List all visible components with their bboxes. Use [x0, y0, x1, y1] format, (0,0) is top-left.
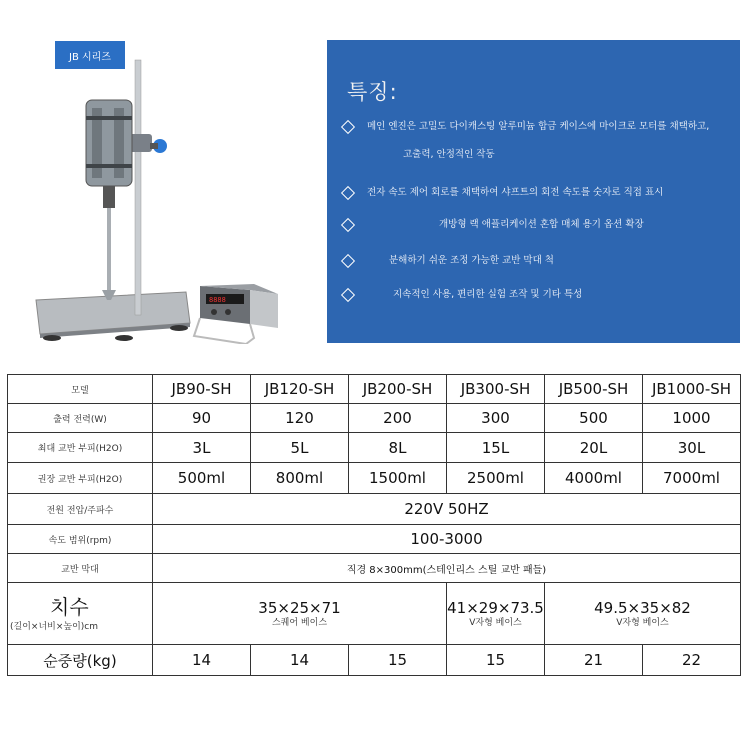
- power-cell: 90: [153, 404, 251, 433]
- dimensions-cell: [153, 583, 447, 645]
- model-label: 모델: [8, 375, 153, 404]
- diamond-bullet-icon: [341, 119, 355, 133]
- dimensions-unit: (길이×너비×높이)cm: [10, 622, 98, 632]
- feature-item-5: [343, 286, 582, 300]
- max-volume-cell: 20L: [545, 433, 643, 463]
- table-row-weight: [8, 645, 741, 676]
- dimensions-cell: [447, 583, 545, 645]
- model-cell: JB90-SH: [153, 375, 251, 404]
- dimension-size: 35×25×71: [258, 598, 341, 617]
- max-volume-cell: 3L: [153, 433, 251, 463]
- table-row-speed: [8, 525, 741, 554]
- series-badge: JB 시리즈: [55, 41, 125, 69]
- weight-cell: 14: [153, 645, 251, 676]
- power-cell: 120: [251, 404, 349, 433]
- dimensions-cell: [545, 583, 741, 645]
- dimension-base: V자형 베이스: [616, 617, 669, 628]
- model-cell: JB200-SH: [349, 375, 447, 404]
- table-row-voltage: [8, 494, 741, 525]
- feature-item-3: [343, 216, 644, 230]
- max-volume-label: 최대 교반 부피(H2O): [8, 433, 153, 463]
- diamond-bullet-icon: [341, 287, 355, 301]
- recommended-volume-label: 권장 교반 부피(H2O): [8, 463, 153, 494]
- speed-label: 속도 범위(rpm): [8, 525, 153, 554]
- speed-cell: 100-3000: [153, 525, 741, 554]
- weight-cell: 14: [251, 645, 349, 676]
- feature-text: 지속적인 사용, 편리한 실험 조작 및 기타 특성: [393, 289, 583, 300]
- table-row-dimensions: [8, 583, 741, 645]
- feature-item-2: [343, 184, 663, 198]
- voltage-label: 전원 전압/주파수: [8, 494, 153, 525]
- table-row-max-volume: [8, 433, 741, 463]
- recommended-volume-cell: 7000ml: [643, 463, 741, 494]
- recommended-volume-cell: 1500ml: [349, 463, 447, 494]
- feature-text: 전자 속도 제어 회로를 채택하여 샤프트의 회전 속도를 숫자로 직접 표시: [367, 187, 664, 198]
- power-cell: 300: [447, 404, 545, 433]
- dimension-size: 41×29×73.5: [447, 598, 544, 617]
- stirring-rod-label: 교반 막대: [8, 554, 153, 583]
- power-cell: 1000: [643, 404, 741, 433]
- spec-table: [7, 374, 741, 676]
- svg-text:8888: 8888: [209, 296, 226, 304]
- recommended-volume-cell: 500ml: [153, 463, 251, 494]
- model-cell: JB120-SH: [251, 375, 349, 404]
- feature-text: 메인 엔진은 고밀도 다이캐스팅 알루미늄 합금 케이스에 마이크로 모터를 채택하고,: [367, 121, 710, 132]
- model-cell: JB1000-SH: [643, 375, 741, 404]
- diamond-bullet-icon: [341, 253, 355, 267]
- weight-cell: 21: [545, 645, 643, 676]
- dimension-base: V자형 베이스: [469, 617, 522, 628]
- weight-label: 순중량(kg): [8, 645, 153, 676]
- table-row-model: [8, 375, 741, 404]
- features-title: 특징:: [347, 80, 398, 104]
- diamond-bullet-icon: [341, 217, 355, 231]
- max-volume-cell: 15L: [447, 433, 545, 463]
- recommended-volume-cell: 4000ml: [545, 463, 643, 494]
- max-volume-cell: 5L: [251, 433, 349, 463]
- feature-text: 분해하기 쉬운 조정 가능한 교반 막대 척: [389, 255, 554, 266]
- weight-cell: 15: [349, 645, 447, 676]
- diamond-bullet-icon: [341, 185, 355, 199]
- feature-text: 개방형 랙 애플리케이션 혼합 매체 용기 옵션 확장: [439, 219, 644, 230]
- power-label: 출력 전력(W): [8, 404, 153, 433]
- recommended-volume-cell: 800ml: [251, 463, 349, 494]
- feature-item-1: [343, 118, 709, 132]
- dimension-size: 49.5×35×82: [594, 598, 691, 617]
- model-cell: JB300-SH: [447, 375, 545, 404]
- feature-item-1-continuation: 고출력, 안정적인 작동: [403, 149, 495, 160]
- table-row-recommended-volume: [8, 463, 741, 494]
- voltage-cell: 220V 50HZ: [153, 494, 741, 525]
- features-panel: [327, 40, 740, 343]
- table-row-stirring-rod: [8, 554, 741, 583]
- power-cell: 200: [349, 404, 447, 433]
- max-volume-cell: 30L: [643, 433, 741, 463]
- table-row-power: [8, 404, 741, 433]
- model-cell: JB500-SH: [545, 375, 643, 404]
- weight-cell: 15: [447, 645, 545, 676]
- weight-cell: 22: [643, 645, 741, 676]
- product-photo: [14, 38, 314, 344]
- stirring-rod-cell: 직경 8×300mm(스테인리스 스틸 교반 패들): [153, 554, 741, 583]
- dimensions-label: 치수: [50, 595, 89, 619]
- recommended-volume-cell: 2500ml: [447, 463, 545, 494]
- power-cell: 500: [545, 404, 643, 433]
- dimensions-label-cell: [8, 583, 153, 645]
- feature-item-4: [343, 252, 554, 266]
- max-volume-cell: 8L: [349, 433, 447, 463]
- dimension-base: 스퀘어 베이스: [271, 617, 328, 628]
